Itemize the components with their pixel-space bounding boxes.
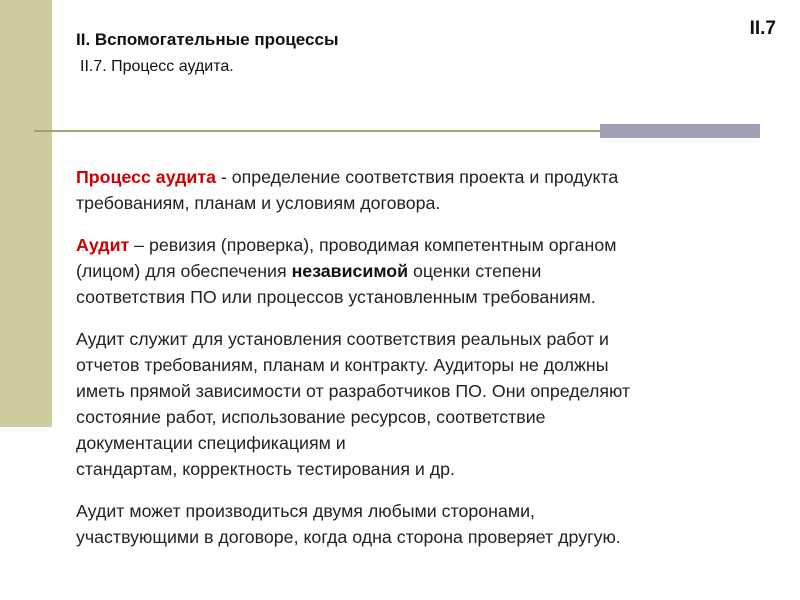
header-divider-line [34, 130, 600, 132]
paragraph-line [76, 232, 776, 258]
paragraph-line: документации спецификациям и [76, 433, 346, 453]
definition-text: оценки степени [408, 261, 542, 281]
audit-parties-paragraph [76, 498, 776, 550]
definition-audit [76, 232, 776, 310]
definition-text: (лицом) для обеспечения [76, 261, 292, 281]
paragraph-line: соответствия ПО или процессов установленным требованиям. [76, 287, 596, 307]
term-audit: Аудит [76, 235, 130, 255]
left-decorative-band [0, 0, 52, 427]
definition-audit-process [76, 164, 776, 216]
section-title: II. Вспомогательные процессы [76, 30, 339, 49]
paragraph-line: Аудит может производиться двумя любыми сторонами, [76, 501, 535, 521]
definition-text: – ревизия (проверка), проводимая компетентным органом [129, 235, 617, 255]
definition-text: - определение соответствия проекта и продукта [215, 167, 619, 187]
paragraph-line: состояние работ, использование ресурсов, соответствие [76, 407, 546, 427]
paragraph-line: требованиям, планам и условиям договора. [76, 193, 441, 213]
paragraph-line: Аудит служит для установления соответствия реальных работ и [76, 329, 609, 349]
header-divider-block [600, 124, 760, 138]
audit-purpose-paragraph [76, 326, 776, 482]
paragraph-line: участвующими в договоре, когда одна сторона проверяет другую. [76, 527, 621, 547]
emphasis-independent: независимой [291, 261, 409, 281]
slide-content [76, 164, 776, 566]
slide-number: II.7 [749, 18, 776, 39]
paragraph-line: иметь прямой зависимости от разработчиков ПО. Они определяют [76, 381, 631, 401]
term-audit-process: Процесс аудита [76, 167, 216, 187]
paragraph-line [76, 258, 776, 284]
paragraph-line [76, 164, 776, 190]
slide-subtitle: II.7. Процесс аудита. [80, 58, 234, 75]
paragraph-line: стандартам, корректность тестирования и др. [76, 459, 455, 479]
paragraph-line: отчетов требованиям, планам и контракту. Аудиторы не должны [76, 355, 609, 375]
